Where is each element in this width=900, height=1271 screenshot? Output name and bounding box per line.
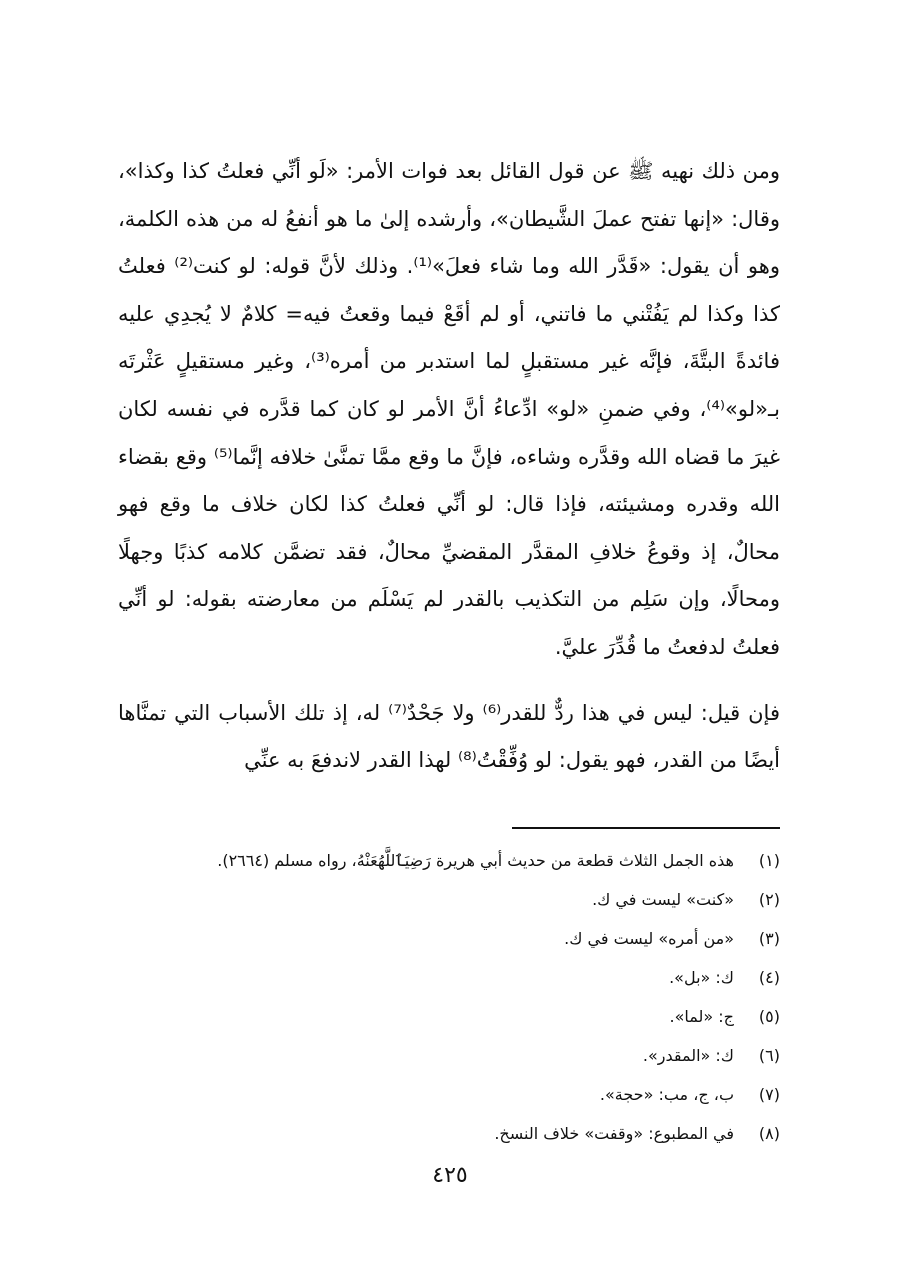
footnote-number: (٢) [758, 890, 780, 909]
footnote-text: «كنت» ليست في ك. [592, 890, 734, 909]
footnote-number: (٦) [758, 1046, 780, 1065]
paragraph-1: ومن ذلك نهيه ﷺ عن قول القائل بعد فوات الأمر: «لَو أنِّي فعلتُ كذا وكذا»، وقال: «إنها تفتح عملَ الشَّيطان»، وأرشده إلىٰ ما هو أنفعُ له من هذه الكلمة، وهو أن يقول: «قَدَّر الله وما شاء فعلَ»⁽¹⁾. وذلك لأنَّ قوله: لو كنت⁽²⁾ فعلتُ كذا وكذا لم يَفُتْني ما فاتني، أو لم أقَعْ فيما وقعتُ فيه= كلامٌ لا يُجدِي عليه فائدةً البتَّةَ، فإنَّه غير مستقبلٍ لما استدبر من أمره⁽³⁾، وغير مستقيلٍ عَثْرتَه بـ«لو»⁽⁴⁾، وفي ضمنِ «لو» ادِّعاءُ أنَّ الأمر لو كان كما قدَّره في نفسه لكان غيرَ ما قضاه الله وقدَّره وشاءه، فإنَّ ما وقع ممَّا تمنَّىٰ خلافه إنَّما⁽⁵⁾ وقع بقضاء الله وقدره ومشيئته، فإذا قال: لو أنِّي فعلتُ كذا لكان خلاف ما وقع فهو محالٌ، إذ وقوعُ خلافِ المقدَّر المقضيِّ محالٌ، فقد تضمَّن كلامه كذبًا وجهلًا ومحالًا، وإن سَلِم من التكذيب بالقدر لم يَسْلَم من معارضته بقوله: لو أنِّي فعلتُ لدفعتُ ما قُدِّرَ عليَّ. [118, 159, 781, 659]
main-text [118, 148, 780, 785]
footnote-item [118, 884, 780, 923]
footnote-divider [512, 827, 780, 829]
footnote-text: ج: «لما». [669, 1007, 734, 1026]
footnote-number: (٥) [758, 1007, 780, 1026]
footnote-number: (٨) [758, 1124, 780, 1143]
footnote-item [118, 1001, 780, 1040]
footnote-number: (٤) [758, 968, 780, 987]
footnote-item [118, 962, 780, 1001]
page-number: ٤٢٥ [432, 1163, 468, 1188]
footnote-text: في المطبوع: «وقفت» خلاف النسخ. [494, 1124, 734, 1143]
footnote-item [118, 1079, 780, 1118]
footnote-number: (٧) [758, 1085, 780, 1104]
footnote-number: (١) [758, 851, 780, 870]
footnote-item [118, 845, 780, 884]
paragraph-2: فإن قيل: ليس في هذا ردٌّ للقدر⁽⁶⁾ ولا جَحْدٌ⁽⁷⁾ له، إذ تلك الأسباب التي تمنَّاها أيضًا من القدر، فهو يقول: لو وُفِّقْتُ⁽⁸⁾ لهذا القدر لاندفعَ به عنِّي [118, 700, 780, 773]
footnote-text: «من أمره» ليست في ك. [564, 929, 734, 948]
footnote-number: (٣) [758, 929, 780, 948]
footnote-item [118, 1118, 780, 1157]
footnote-text: ك: «المقدر». [642, 1046, 734, 1065]
footnote-text: ك: «بل». [669, 968, 734, 987]
footnote-text: هذه الجمل الثلاث قطعة من حديث أبي هريرة رَضِيَٱللَّهُعَنْهُ، رواه مسلم (٢٦٦٤). [217, 851, 734, 870]
footnotes-list [118, 845, 780, 1157]
footnote-text: ب، ج، مب: «حجة». [599, 1085, 734, 1104]
footnote-item [118, 1040, 780, 1079]
footnote-item [118, 923, 780, 962]
